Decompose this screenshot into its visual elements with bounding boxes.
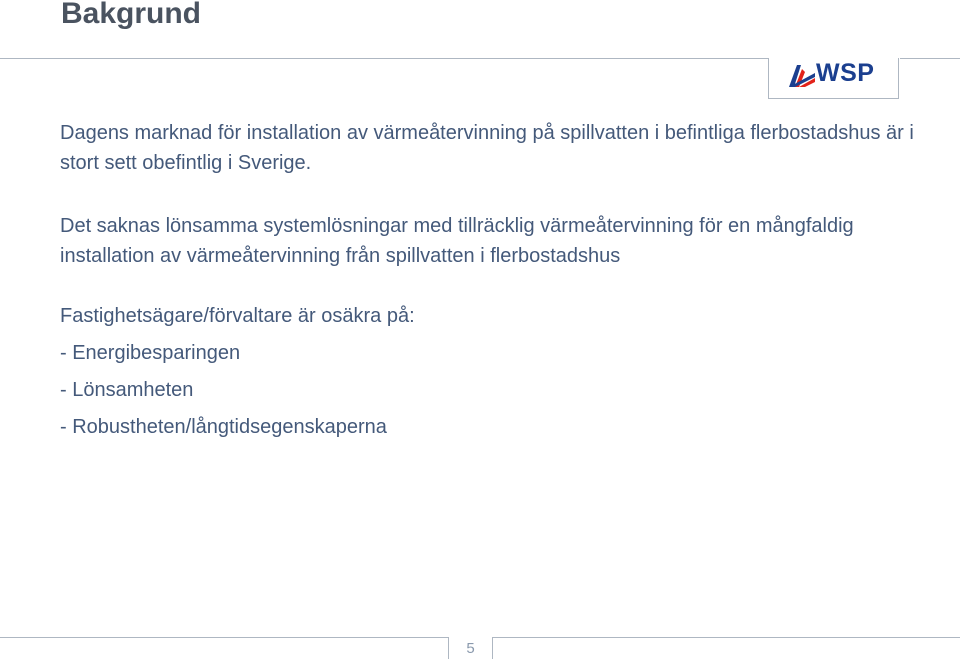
page-number-frame [448, 637, 493, 659]
paragraph-market: Dagens marknad för installation av värmeåtervinning på spillvatten i befintliga flerbostadshus är i stort sett obefintlig i Sverige. [60, 122, 914, 174]
list-item: - Energibesparingen [60, 342, 241, 364]
header-divider-right [900, 58, 960, 59]
logo-frame [768, 58, 899, 99]
paragraph-systems: Det saknas lönsamma systemlösningar med tillräcklig värmeåtervinning för en mångfaldig installation av värmeåtervinning från spillvatten i flerbostadshus [60, 215, 854, 267]
logo-text: WSP [816, 59, 875, 87]
header-divider [0, 58, 768, 59]
page-number: 5 [466, 640, 475, 657]
list-item: - Lönsamheten [60, 379, 194, 401]
slide-title: Bakgrund [61, 0, 202, 30]
uncertainty-list [60, 338, 387, 449]
list-item: - Robustheten/långtidsegenskaperna [60, 416, 387, 438]
wsp-logo-icon [787, 60, 817, 90]
paragraph-owners: Fastighetsägare/förvaltare är osäkra på: [60, 305, 415, 327]
